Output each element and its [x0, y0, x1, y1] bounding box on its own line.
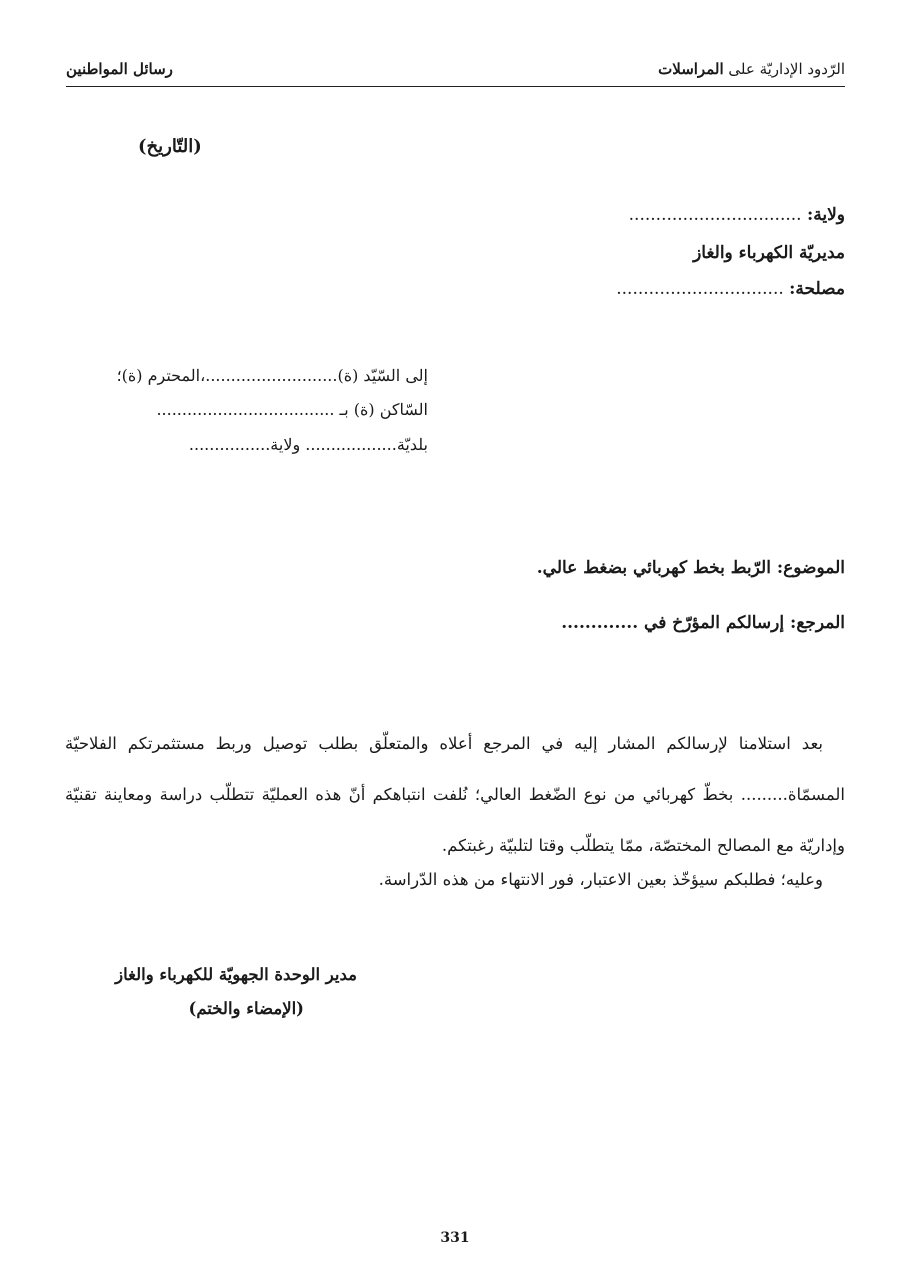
running-header-section: رسائل المواطنين: [66, 60, 173, 78]
reference-text: إرسالكم المؤرّخ في .............: [561, 613, 791, 633]
recipient-address-line: السّاكن (ة) بـ ...................................: [156, 400, 428, 419]
sender-service: [616, 279, 845, 299]
recipient-name-line: إلى السّيّد (ة)..........................،المحترم (ة)؛: [116, 366, 428, 385]
date-placeholder: (التّاريخ): [138, 136, 202, 157]
sender-directorate: مديريّة الكهرباء والغاز: [693, 243, 845, 263]
signature-title: مدير الوحدة الجهويّة للكهرباء والغاز: [115, 965, 357, 984]
sender-wilaya: [629, 205, 845, 225]
running-header-title: [658, 60, 845, 78]
subject-text: الرّبط بخط كهربائي بضغط عالي.: [536, 558, 777, 578]
body-paragraph-1: بعد استلامنا لإرسالكم المشار إليه في المرجع أعلاه والمتعلّق بطلب توصيل وربط مستثمرتكم الفلاحيّة المسمّاة......... بخطّ كهربائي من نوع الضّغط العالي؛ نُلفت انتباهكم أنّ هذه العمليّة تتطلّب دراسة ومعاينة تقنيّة وإداريّة مع المصالح المختصّة، ممّا يتطلّب وقتا لتلبيّة رغبتكم.: [65, 734, 845, 855]
subject-line: [537, 558, 845, 578]
wilaya-label: ولاية:: [806, 205, 845, 225]
signature-note: (الإمضاء والختم): [188, 999, 304, 1018]
service-dots: ...............................: [616, 279, 790, 299]
wilaya-dots: ................................: [628, 205, 807, 225]
reference-label: المرجع:: [790, 613, 845, 633]
running-header-bold: المراسلات: [658, 60, 724, 78]
running-header-prefix: الرّدود الإداريّة على: [723, 60, 845, 78]
page-number: 331: [440, 1230, 470, 1246]
subject-label: الموضوع:: [776, 558, 845, 578]
service-label: مصلحة:: [789, 279, 845, 299]
reference-line: [561, 613, 845, 633]
header-rule: [66, 86, 845, 87]
body-paragraph-2: وعليه؛ فطلبكم سيؤخّذ بعين الاعتبار، فور الانتهاء من هذه الدّراسة.: [378, 870, 823, 889]
recipient-municipality-line: بلديّة.................. ولاية................: [188, 435, 428, 454]
